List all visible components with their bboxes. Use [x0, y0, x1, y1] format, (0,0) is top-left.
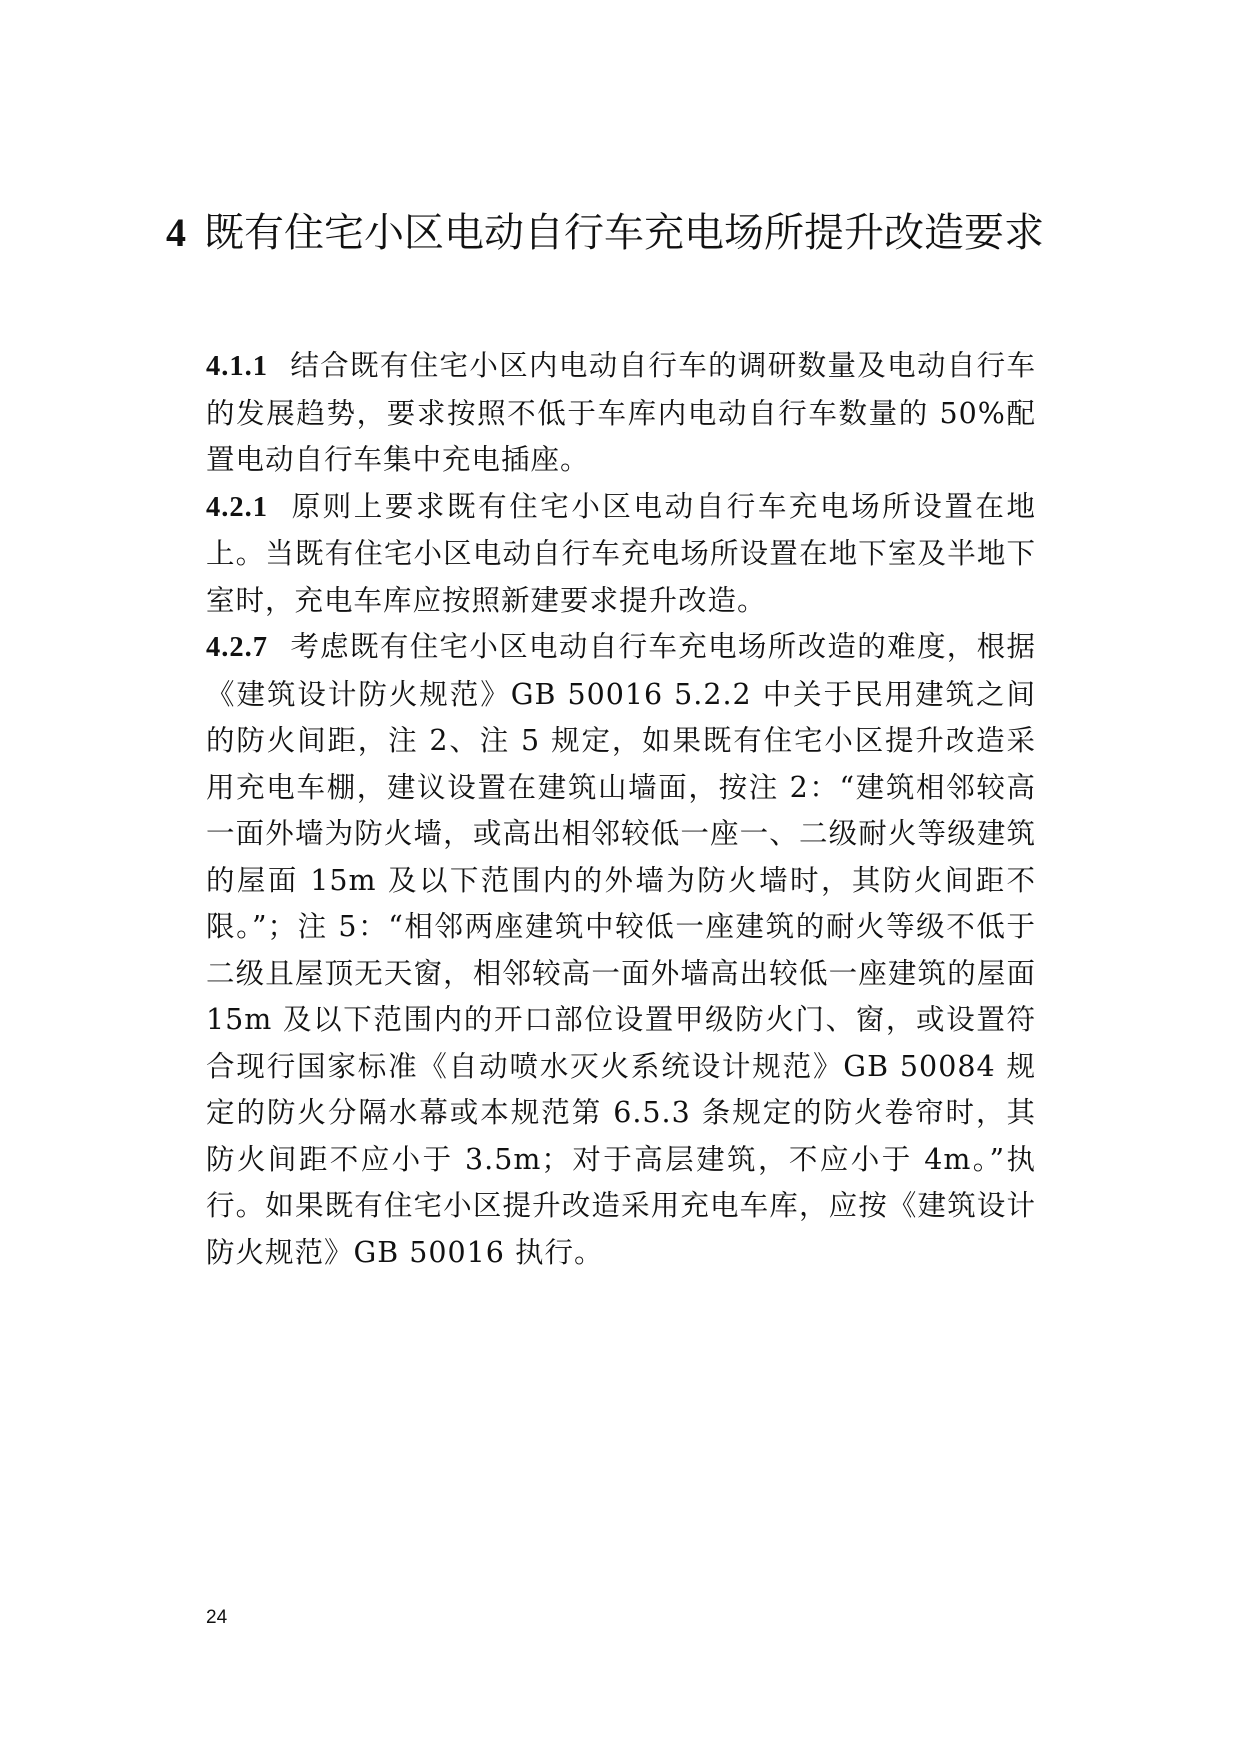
page-number: 24: [206, 1607, 228, 1628]
clause-number: 4.2.7: [206, 632, 268, 663]
clause-text: 结合既有住宅小区内电动自行车的调研数量及电动自行车的发展趋势，要求按照不低于车库内电动自行车数量的 50%配置电动自行车集中充电插座。: [206, 349, 1036, 476]
clause-text: 原则上要求既有住宅小区电动自行车充电场所设置在地上。当既有住宅小区电动自行车充电场所设置在地下室及半地下室时，充电车库应按照新建要求提升改造。: [206, 489, 1036, 617]
clause-4-2-7: [206, 624, 1036, 1276]
chapter-title: [166, 205, 1066, 261]
clause-4-2-1: [206, 484, 1036, 625]
body-text: [206, 343, 1036, 1276]
clause-number: 4.2.1: [206, 491, 268, 523]
clause-4-1-1: [206, 343, 1036, 484]
clause-text: 考虑既有住宅小区电动自行车充电场所改造的难度，根据《建筑设计防火规范》GB 50016 5.2.2 中关于民用建筑之间的防火间距，注 2、注 5 规定，如果既有住宅小区提升改造采用充电车棚，建议设置在建筑山墙面，按注 2：“建筑相邻较高一面外墙为防火墙，或高出相邻较低一座一、二级耐火等级建筑的屋面 15m 及以下范围内的外墙为防火墙时，其防火间距不限。”；注 5：“相邻两座建筑中较低一座建筑的耐火等级不低于二级且屋顶无天窗，相邻较高一面外墙高出较低一座建筑的屋面 15m 及以下范围内的开口部位设置甲级防火门、窗，或设置符合现行国家标准《自动喷水灭火系统设计规范》GB 50084 规定的防火分隔水幕或本规范第 6.5.3 条规定的防火卷帘时，其防火间距不应小于 3.5m；对于高层建筑，不应小于 4m。”执行。如果既有住宅小区提升改造采用充电车库，应按《建筑设计防火规范》GB 50016 执行。: [206, 630, 1036, 1269]
clause-number: 4.1.1: [206, 351, 268, 382]
chapter-number: 4: [166, 210, 186, 255]
chapter-title-text: 既有住宅小区电动自行车充电场所提升改造要求: [204, 210, 1044, 256]
